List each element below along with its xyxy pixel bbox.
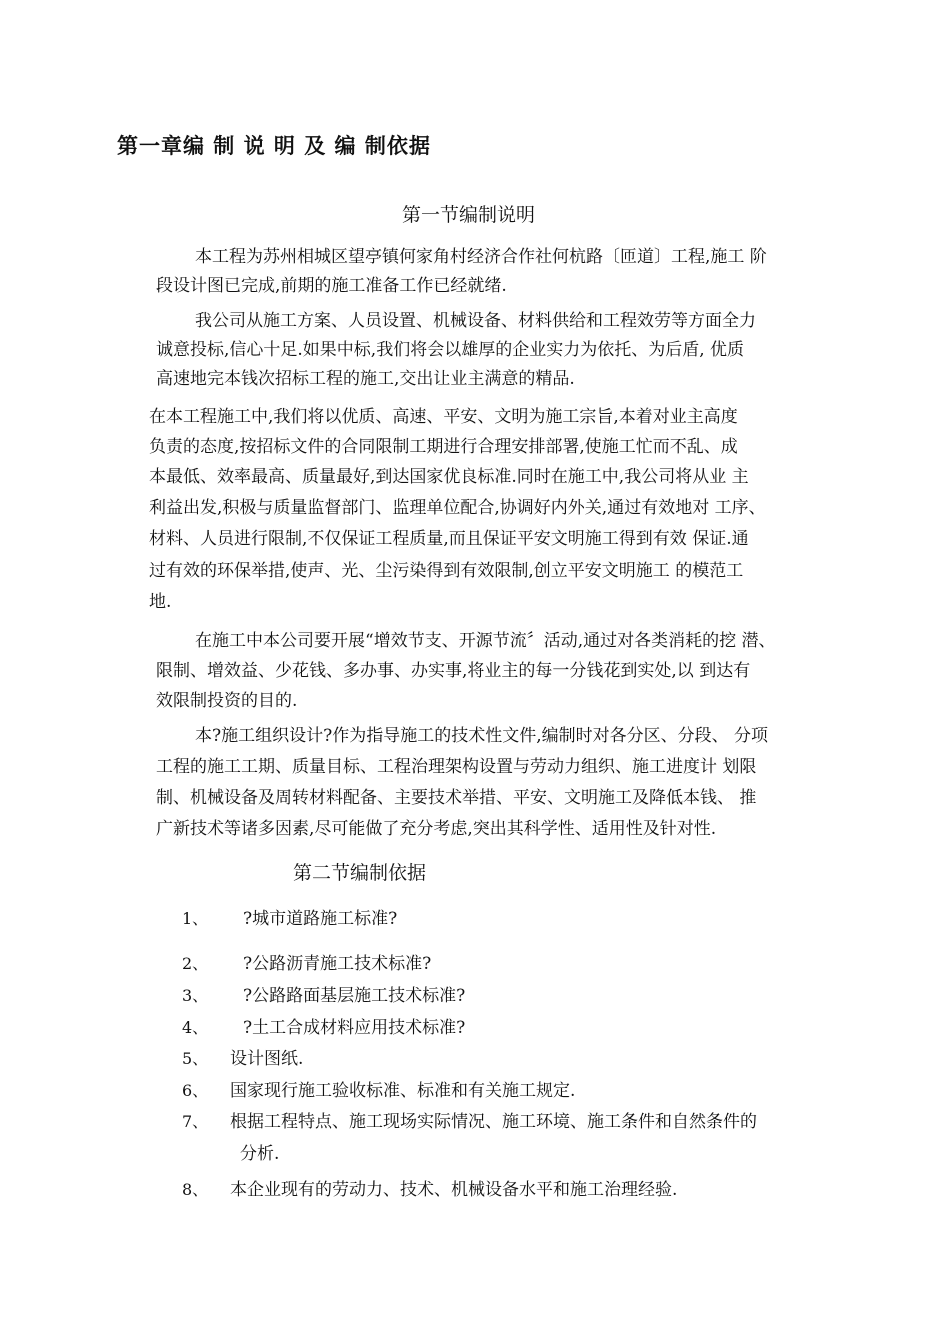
list-item: 设计图纸. xyxy=(230,1049,304,1069)
paragraph-line: 工程的施工工期、质量目标、工程治理架构设置与劳动力组织、施工进度计 划限 xyxy=(156,757,757,777)
chapter-title: 第一章编 制 说 明 及 编 制依据 xyxy=(117,134,431,158)
list-item: ?公路路面基层施工技术标准? xyxy=(243,986,466,1006)
list-item-number: 2、 xyxy=(182,954,209,973)
list-item-continuation: 分析. xyxy=(240,1144,280,1164)
list-item: 根据工程特点、施工现场实际情况、施工环境、施工条件和自然条件的 xyxy=(230,1112,757,1132)
paragraph-line: 高速地完本钱次招标工程的施工,交出让业主满意的精品. xyxy=(156,369,575,389)
list-item-number: 4、 xyxy=(182,1018,209,1037)
paragraph-line: 本?施工组织设计?作为指导施工的技术性文件,编制时对各分区、分段、 分项 xyxy=(195,726,769,746)
paragraph-line: 限制、增效益、少花钱、多办事、办实事,将业主的每一分钱花到实处,以 到达有 xyxy=(156,661,751,681)
paragraph-line: 本工程为苏州相城区望亭镇何家角村经济合作社何杭路〔匝道〕工程,施工 阶 xyxy=(195,247,767,267)
paragraph-line: 利益出发,积极与质量监督部门、监理单位配合,协调好内外关,通过有效地对 工序、 xyxy=(149,498,766,518)
list-item-number: 5、 xyxy=(182,1049,209,1068)
list-item-number: 7、 xyxy=(182,1112,209,1131)
paragraph-line: 诚意投标,信心十足.如果中标,我们将会以雄厚的企业实力为依托、为后盾, 优质 xyxy=(156,340,745,360)
list-item: 国家现行施工验收标准、标准和有关施工规定. xyxy=(230,1081,576,1101)
paragraph-line: 负责的态度,按招标文件的合同限制工期进行合理安排部署,使施工忙而不乱、成 xyxy=(149,437,738,457)
list-item-number: 1、 xyxy=(182,909,209,928)
list-item: ?公路沥青施工技术标准? xyxy=(243,954,432,974)
paragraph-line: 在本工程施工中,我们将以优质、高速、平安、文明为施工宗旨,本着对业主高度 xyxy=(149,407,738,427)
list-item-number: 3、 xyxy=(182,986,209,1005)
paragraph-line: 本最低、效率最高、质量最好,到达国家优良标准.同时在施工中,我公司将从业 主 xyxy=(149,467,749,487)
paragraph-line: 效限制投资的目的. xyxy=(156,691,298,711)
paragraph-line: 过有效的环保举措,使声、光、尘污染得到有效限制,创立平安文明施工 的模范工 xyxy=(149,561,744,581)
list-item: ?土工合成材料应用技术标准? xyxy=(243,1018,466,1038)
list-item-number: 8、 xyxy=(182,1180,209,1199)
list-item-number: 6、 xyxy=(182,1081,209,1100)
paragraph-line: 地. xyxy=(149,592,172,612)
paragraph-line: 材料、人员进行限制,不仅保证工程质量,而且保证平安文明施工得到有效 保证.通 xyxy=(149,529,749,549)
paragraph-line: 广新技术等诸多因素,尽可能做了充分考虑,突出其科学性、适用性及针对性. xyxy=(156,819,717,839)
list-item: ?城市道路施工标准? xyxy=(243,909,398,929)
section-title: 第二节编制依据 xyxy=(293,862,427,884)
paragraph-line: 段设计图已完成,前期的施工准备工作已经就绪. xyxy=(156,276,507,296)
list-item: 本企业现有的劳动力、技术、机械设备水平和施工治理经验. xyxy=(230,1180,678,1200)
section-title: 第一节编制说明 xyxy=(402,204,536,226)
paragraph-line: 在施工中本公司要开展“增效节支、开源节流〞活动,通过对各类消耗的挖 潜、 xyxy=(195,631,776,651)
paragraph-line: 我公司从施工方案、人员设置、机械设备、材料供给和工程效劳等方面全力 xyxy=(195,311,756,331)
paragraph-line: 制、机械设备及周转材料配备、主要技术举措、平安、文明施工及降低本钱、 推 xyxy=(156,788,757,808)
